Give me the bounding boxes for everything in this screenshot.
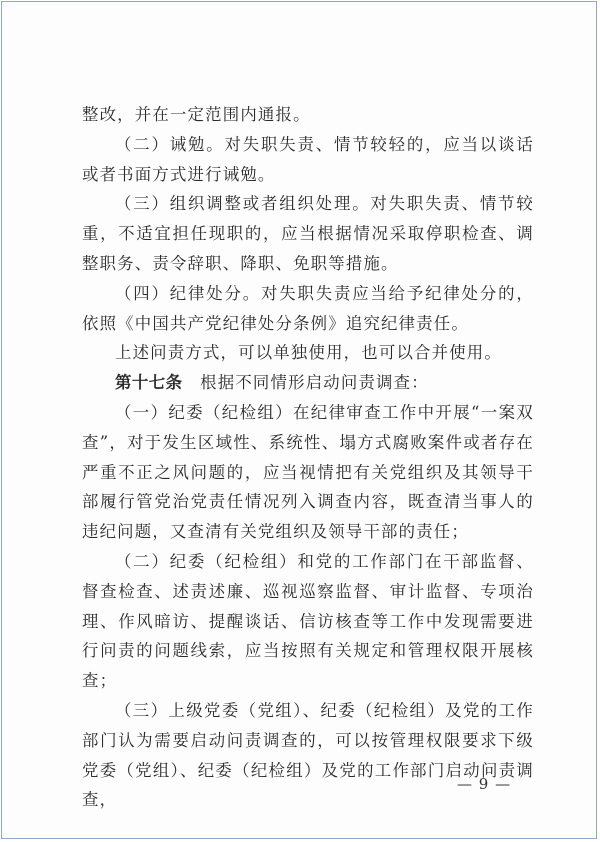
paragraph-continuation: 整改，并在一定范围内通报。 [82,105,311,124]
paragraph-admonition: （二）诫勉。对失职失责、情节较轻的，应当以谈话或者书面方式进行诫勉。 [82,134,534,184]
paragraph-item-3: （三）上级党委（党组）、纪委（纪检组）及党的工作部门认为需要启动问责调查的，可以按管理权限要求下级党委（党组）、纪委（纪检组）及党的工作部门启动问责调查， [82,700,534,810]
paragraph-item-1: （一）纪委（纪检组）在纪律审查工作中开展“一案双查”，对于发生区域性、系统性、塌方式腐败案件或者存在严重不正之风问题的，应当视情把有关党组织及其领导干部履行管党治党责任情况列入调查内容，既查清当事人的违纪问题，又查清有关党组织及领导干部的责任； [82,402,534,542]
paragraph-article-17 [82,368,534,398]
paragraph-disciplinary-sanction: （四）纪律处分。对失职失责应当给予纪律处分的，依照《中国共产党纪律处分条例》追究纪律责任。 [82,283,534,333]
page-number: — 9 — [457,775,512,793]
article-17-text: 根据不同情形启动问责调查： [182,373,429,393]
paragraph-combined-use: 上述问责方式，可以单独使用，也可以合并使用。 [115,343,502,363]
document-page [1,1,597,839]
paragraph-item-2: （二）纪委（纪检组）和党的工作部门在干部监督、督查检查、述责述廉、巡视巡察监督、审计监督、专项治理、作风暗访、提醒谈话、信访核查等工作中发现需要进行问责的问题线索，应当按照有关规定和管理权限开展核查； [82,551,534,691]
document-body [82,100,534,815]
article-number: 第十七条 [115,373,183,393]
paragraph-organizational-adjustment: （三）组织调整或者组织处理。对失职失责、情节较重，不适宜担任现职的，应当根据情况采取停职检查、调整职务、责令辞职、降职、免职等措施。 [82,194,534,273]
